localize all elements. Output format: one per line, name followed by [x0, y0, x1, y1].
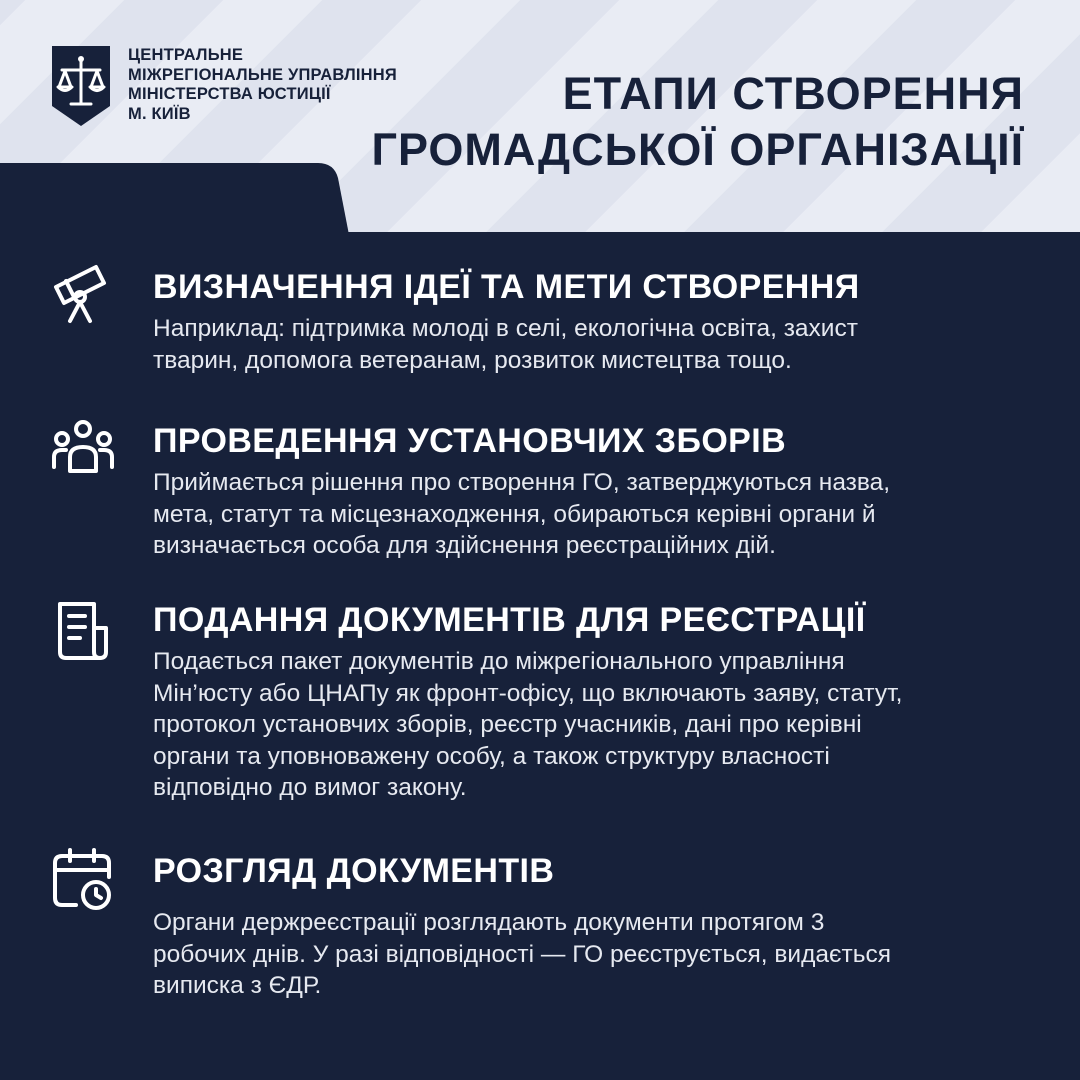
organization-name-line: МІЖРЕГІОНАЛЬНЕ УПРАВЛІННЯ — [128, 65, 397, 84]
step-description-line: робочих днів. У разі відповідності — ГО реєструється, видається — [153, 940, 892, 968]
step-title: РОЗГЛЯД ДОКУМЕНТІВ — [153, 852, 555, 890]
step-description-line: Органи держреєстрації розглядають документи протягом 3 — [153, 909, 825, 936]
organization-name — [128, 46, 397, 124]
step-description-line: відповідно до вимог закону. — [153, 774, 467, 801]
step-description-line: протокол установчих зборів, реєстр учасників, дані про керівні — [153, 711, 862, 738]
step-description-line: Мін’юсту або ЦНАПу як фронт-офісу, що включають заяву, статут, — [153, 679, 903, 707]
step-description-line: Наприклад: підтримка молоді в селі, екологічна освіта, захист — [153, 315, 858, 342]
step-description — [153, 907, 1033, 1002]
telescope-icon — [50, 261, 116, 327]
step-description-line: Приймається рішення про створення ГО, затверджуються назва, — [153, 469, 891, 496]
step-description — [153, 467, 1033, 562]
step-title: ПРОВЕДЕННЯ УСТАНОВЧИХ ЗБОРІВ — [153, 422, 787, 460]
scales-of-justice-shield-icon — [50, 44, 112, 128]
step-description-line: тварин, допомога ветеранам, розвиток мистецтва тощо. — [153, 346, 792, 374]
organization-name-line: М. КИЇВ — [128, 104, 191, 123]
organization-name-line: МІНІСТЕРСТВА ЮСТИЦІЇ — [128, 85, 331, 103]
page-title-line: ЕТАПИ СТВОРЕННЯ — [562, 68, 1024, 119]
page-title-line: ГРОМАДСЬКОЇ ОРГАНІЗАЦІЇ — [371, 124, 1024, 175]
step-description — [153, 313, 1033, 376]
step-description-line: органи та уповноважену особу, а також структуру власності — [153, 742, 830, 770]
step-description-line: визначається особа для здійснення реєстраційних дій. — [153, 532, 776, 559]
group-people-icon — [50, 419, 116, 485]
document-icon — [50, 598, 116, 664]
organization-name-line: ЦЕНТРАЛЬНЕ — [128, 46, 244, 64]
page-title — [371, 66, 1024, 178]
step-description-line: Подається пакет документів до міжрегіонального управління — [153, 648, 845, 675]
step-description-line: виписка з ЄДР. — [153, 972, 322, 999]
step-title: ПОДАННЯ ДОКУМЕНТІВ ДЛЯ РЕЄСТРАЦІЇ — [153, 601, 866, 639]
step-description — [153, 646, 1033, 804]
step-title: ВИЗНАЧЕННЯ ІДЕЇ ТА МЕТИ СТВОРЕННЯ — [153, 268, 860, 306]
calendar-clock-icon — [50, 847, 116, 913]
step-description-line: мета, статут та місцезнаходження, обираються керівні органи й — [153, 500, 876, 528]
